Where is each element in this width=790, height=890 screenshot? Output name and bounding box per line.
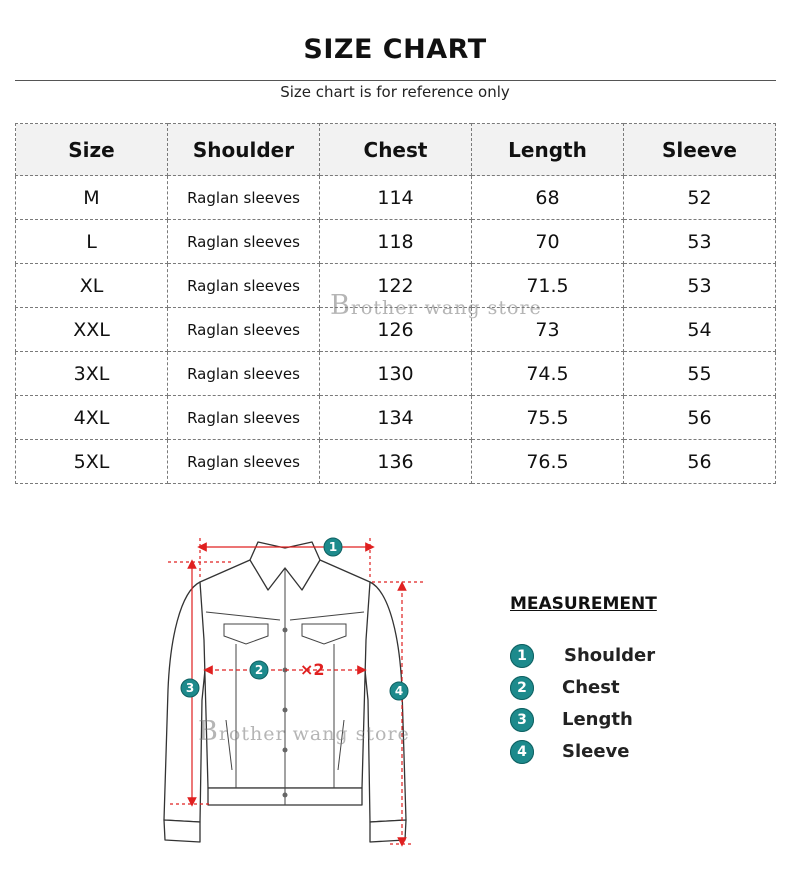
column-header-chest: Chest	[320, 124, 472, 176]
cell-length: 70	[472, 220, 624, 264]
measurement-title: MEASUREMENT	[510, 594, 657, 614]
cell-size: 5XL	[16, 440, 168, 484]
marker-4-label: 4	[394, 684, 404, 698]
cell-chest: 118	[320, 220, 472, 264]
cell-size: 4XL	[16, 396, 168, 440]
marker-1-label: 1	[328, 540, 338, 554]
page-subtitle: Size chart is for reference only	[280, 83, 510, 101]
jacket-button	[283, 708, 288, 713]
cell-shoulder: Raglan sleeves	[168, 396, 320, 440]
column-header-length: Length	[472, 124, 624, 176]
table-row	[16, 440, 776, 484]
cell-sleeve: 53	[624, 264, 776, 308]
jacket-button	[283, 628, 288, 633]
legend-label: Sleeve	[562, 741, 630, 762]
marker-2-label: 2	[254, 663, 264, 677]
watermark-initial: B	[330, 290, 351, 321]
table-row	[16, 396, 776, 440]
title-divider	[15, 80, 776, 81]
cell-chest: 130	[320, 352, 472, 396]
column-header-shoulder: Shoulder	[168, 124, 320, 176]
page-title: SIZE CHART	[303, 34, 487, 65]
legend-number-badge: 3	[510, 708, 534, 732]
cell-size: 3XL	[16, 352, 168, 396]
table-row	[16, 264, 776, 308]
column-header-sleeve: Sleeve	[624, 124, 776, 176]
cell-size: XXL	[16, 308, 168, 352]
cell-chest: 114	[320, 176, 472, 220]
table-row	[16, 308, 776, 352]
cell-length: 68	[472, 176, 624, 220]
cell-sleeve: 56	[624, 396, 776, 440]
jacket-button	[283, 793, 288, 798]
cell-shoulder: Raglan sleeves	[168, 440, 320, 484]
diagram-watermark-text: rother wang store	[218, 723, 410, 745]
cell-chest: 134	[320, 396, 472, 440]
column-header-size: Size	[16, 124, 168, 176]
cell-sleeve: 53	[624, 220, 776, 264]
cell-sleeve: 55	[624, 352, 776, 396]
cell-chest: 126	[320, 308, 472, 352]
watermark-text: rother wang store	[350, 297, 542, 319]
jacket-right-sleeve	[362, 582, 406, 822]
legend-label: Shoulder	[564, 645, 656, 666]
table-header-row	[16, 124, 776, 176]
cell-shoulder: Raglan sleeves	[168, 264, 320, 308]
diagram-watermark-initial: B	[198, 716, 219, 747]
jacket-measurement-diagram	[0, 520, 470, 860]
cell-length: 71.5	[472, 264, 624, 308]
cell-shoulder: Raglan sleeves	[168, 176, 320, 220]
chest-multiplier-label: ×2	[300, 660, 325, 679]
cell-length: 73	[472, 308, 624, 352]
cell-size: XL	[16, 264, 168, 308]
cell-sleeve: 52	[624, 176, 776, 220]
legend-label: Length	[562, 709, 633, 730]
table-row	[16, 220, 776, 264]
cell-chest: 136	[320, 440, 472, 484]
table-row	[16, 352, 776, 396]
cell-size: L	[16, 220, 168, 264]
jacket-left-cuff	[164, 820, 200, 842]
jacket-right-cuff	[370, 820, 406, 842]
cell-chest: 122	[320, 264, 472, 308]
cell-length: 75.5	[472, 396, 624, 440]
cell-sleeve: 56	[624, 440, 776, 484]
legend-label: Chest	[562, 677, 620, 698]
cell-shoulder: Raglan sleeves	[168, 352, 320, 396]
cell-size: M	[16, 176, 168, 220]
size-chart-table	[15, 123, 776, 484]
cell-length: 74.5	[472, 352, 624, 396]
cell-shoulder: Raglan sleeves	[168, 308, 320, 352]
legend-number-badge: 1	[510, 644, 534, 668]
jacket-button	[283, 748, 288, 753]
jacket-left-sleeve	[164, 582, 208, 822]
table-row	[16, 176, 776, 220]
legend-number-badge: 4	[510, 740, 534, 764]
cell-shoulder: Raglan sleeves	[168, 220, 320, 264]
cell-sleeve: 54	[624, 308, 776, 352]
marker-3-label: 3	[185, 681, 195, 695]
legend-number-badge: 2	[510, 676, 534, 700]
cell-length: 76.5	[472, 440, 624, 484]
